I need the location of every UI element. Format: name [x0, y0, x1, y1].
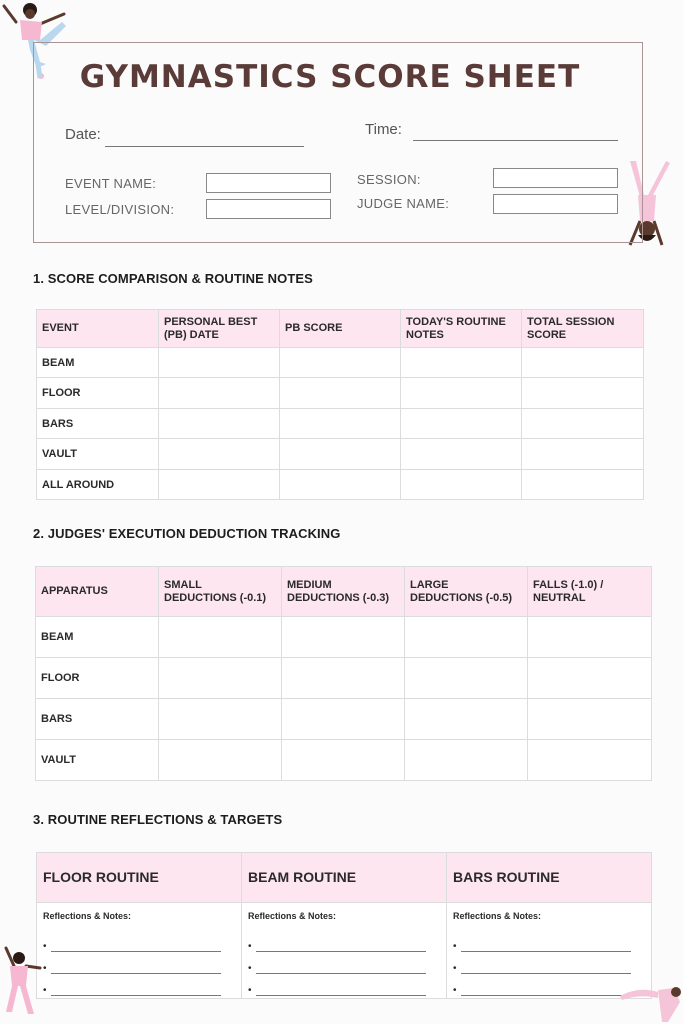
cell[interactable] — [159, 470, 280, 500]
gymnast-illustration-bottom-right — [618, 982, 683, 1024]
col-header-bars-routine: BARS ROUTINE — [447, 853, 652, 903]
judge-name-field[interactable] — [493, 194, 618, 214]
cell[interactable] — [522, 348, 644, 378]
date-field[interactable] — [105, 131, 304, 147]
table-row — [36, 740, 652, 781]
cell[interactable] — [159, 409, 280, 439]
cell[interactable] — [159, 658, 282, 699]
col-header-small-deductions: SMALL DEDUCTIONS (-0.1) — [159, 567, 282, 617]
notes-label: Reflections & Notes: — [453, 911, 542, 921]
cell[interactable] — [159, 699, 282, 740]
row-label-floor: FLOOR — [36, 658, 159, 699]
cell[interactable] — [280, 378, 401, 409]
cell[interactable] — [401, 378, 522, 409]
score-comparison-table — [36, 309, 644, 500]
header-box — [33, 42, 643, 243]
cell[interactable] — [159, 348, 280, 378]
cell[interactable] — [159, 740, 282, 781]
section2-title: 2. JUDGES' EXECUTION DEDUCTION TRACKING — [33, 526, 341, 541]
row-label-beam: BEAM — [36, 617, 159, 658]
bullet-icon: • — [453, 985, 457, 996]
event-name-field[interactable] — [206, 173, 331, 193]
cell[interactable] — [401, 439, 522, 470]
note-line[interactable] — [248, 952, 440, 974]
table-row — [37, 378, 644, 409]
cell[interactable] — [522, 378, 644, 409]
cell[interactable] — [159, 439, 280, 470]
row-label-vault: VAULT — [37, 439, 159, 470]
row-label-bars: BARS — [36, 699, 159, 740]
col-header-event: EVENT — [37, 310, 159, 348]
cell[interactable] — [528, 617, 652, 658]
judge-name-label: JUDGE NAME: — [357, 196, 450, 211]
floor-notes-cell — [37, 903, 242, 999]
col-header-total-score: TOTAL SESSION SCORE — [522, 310, 644, 348]
cell[interactable] — [282, 699, 405, 740]
col-header-large-deductions: LARGE DEDUCTIONS (-0.5) — [405, 567, 528, 617]
row-label-all-around: ALL AROUND — [37, 470, 159, 500]
cell[interactable] — [280, 409, 401, 439]
bullet-icon: • — [248, 941, 252, 952]
bullet-icon: • — [453, 941, 457, 952]
col-header-apparatus: APPARATUS — [36, 567, 159, 617]
note-line[interactable] — [43, 974, 235, 996]
session-label: SESSION: — [357, 172, 421, 187]
date-label: Date: — [65, 126, 101, 143]
cell[interactable] — [528, 740, 652, 781]
cell[interactable] — [405, 740, 528, 781]
event-name-label: EVENT NAME: — [65, 176, 157, 191]
row-label-vault: VAULT — [36, 740, 159, 781]
cell[interactable] — [282, 740, 405, 781]
note-line[interactable] — [43, 952, 235, 974]
level-division-field[interactable] — [206, 199, 331, 219]
cell[interactable] — [528, 699, 652, 740]
level-division-label: LEVEL/DIVISION: — [65, 202, 175, 217]
note-line[interactable] — [453, 974, 645, 996]
table-row — [37, 409, 644, 439]
col-header-pb-date: PERSONAL BEST (PB) DATE — [159, 310, 280, 348]
cell[interactable] — [280, 348, 401, 378]
cell[interactable] — [159, 378, 280, 409]
cell[interactable] — [280, 470, 401, 500]
cell[interactable] — [159, 617, 282, 658]
note-line[interactable] — [453, 930, 645, 952]
bullet-icon: • — [43, 963, 47, 974]
row-label-bars: BARS — [37, 409, 159, 439]
col-header-beam-routine: BEAM ROUTINE — [242, 853, 447, 903]
row-label-floor: FLOOR — [37, 378, 159, 409]
note-line[interactable] — [248, 930, 440, 952]
table-row — [37, 348, 644, 378]
session-field[interactable] — [493, 168, 618, 188]
time-field[interactable] — [413, 126, 618, 141]
cell[interactable] — [405, 658, 528, 699]
note-line[interactable] — [248, 974, 440, 996]
reflections-table — [36, 852, 652, 999]
col-header-medium-deductions: MEDIUM DEDUCTIONS (-0.3) — [282, 567, 405, 617]
cell[interactable] — [522, 470, 644, 500]
table-row — [36, 699, 652, 740]
cell[interactable] — [522, 409, 644, 439]
section3-title: 3. ROUTINE REFLECTIONS & TARGETS — [33, 812, 283, 827]
table-row — [36, 617, 652, 658]
cell[interactable] — [405, 617, 528, 658]
note-line[interactable] — [453, 952, 645, 974]
cell[interactable] — [528, 658, 652, 699]
table-row — [37, 903, 652, 999]
cell[interactable] — [282, 617, 405, 658]
table-row — [37, 470, 644, 500]
beam-notes-cell — [242, 903, 447, 999]
col-header-pb-score: PB SCORE — [280, 310, 401, 348]
cell[interactable] — [401, 470, 522, 500]
notes-label: Reflections & Notes: — [248, 911, 337, 921]
notes-label: Reflections & Notes: — [43, 911, 132, 921]
page-title: GYMNASTICS SCORE SHEET — [79, 59, 581, 95]
note-line[interactable] — [43, 930, 235, 952]
cell[interactable] — [282, 658, 405, 699]
cell[interactable] — [401, 348, 522, 378]
table-row — [36, 658, 652, 699]
deduction-tracking-table — [35, 566, 652, 781]
bullet-icon: • — [248, 985, 252, 996]
table-row — [37, 439, 644, 470]
row-label-beam: BEAM — [37, 348, 159, 378]
cell[interactable] — [522, 439, 644, 470]
section1-title: 1. SCORE COMPARISON & ROUTINE NOTES — [33, 271, 313, 286]
col-header-floor-routine: FLOOR ROUTINE — [37, 853, 242, 903]
col-header-routine-notes: TODAY'S ROUTINE NOTES — [401, 310, 522, 348]
bullet-icon: • — [248, 963, 252, 974]
bullet-icon: • — [453, 963, 457, 974]
bullet-icon: • — [43, 985, 47, 996]
col-header-falls-neutral: FALLS (-1.0) / NEUTRAL — [528, 567, 652, 617]
cell[interactable] — [405, 699, 528, 740]
time-label: Time: — [365, 121, 402, 138]
bullet-icon: • — [43, 941, 47, 952]
gymnast-illustration-bottom-left — [0, 942, 46, 1024]
cell[interactable] — [401, 409, 522, 439]
cell[interactable] — [280, 439, 401, 470]
